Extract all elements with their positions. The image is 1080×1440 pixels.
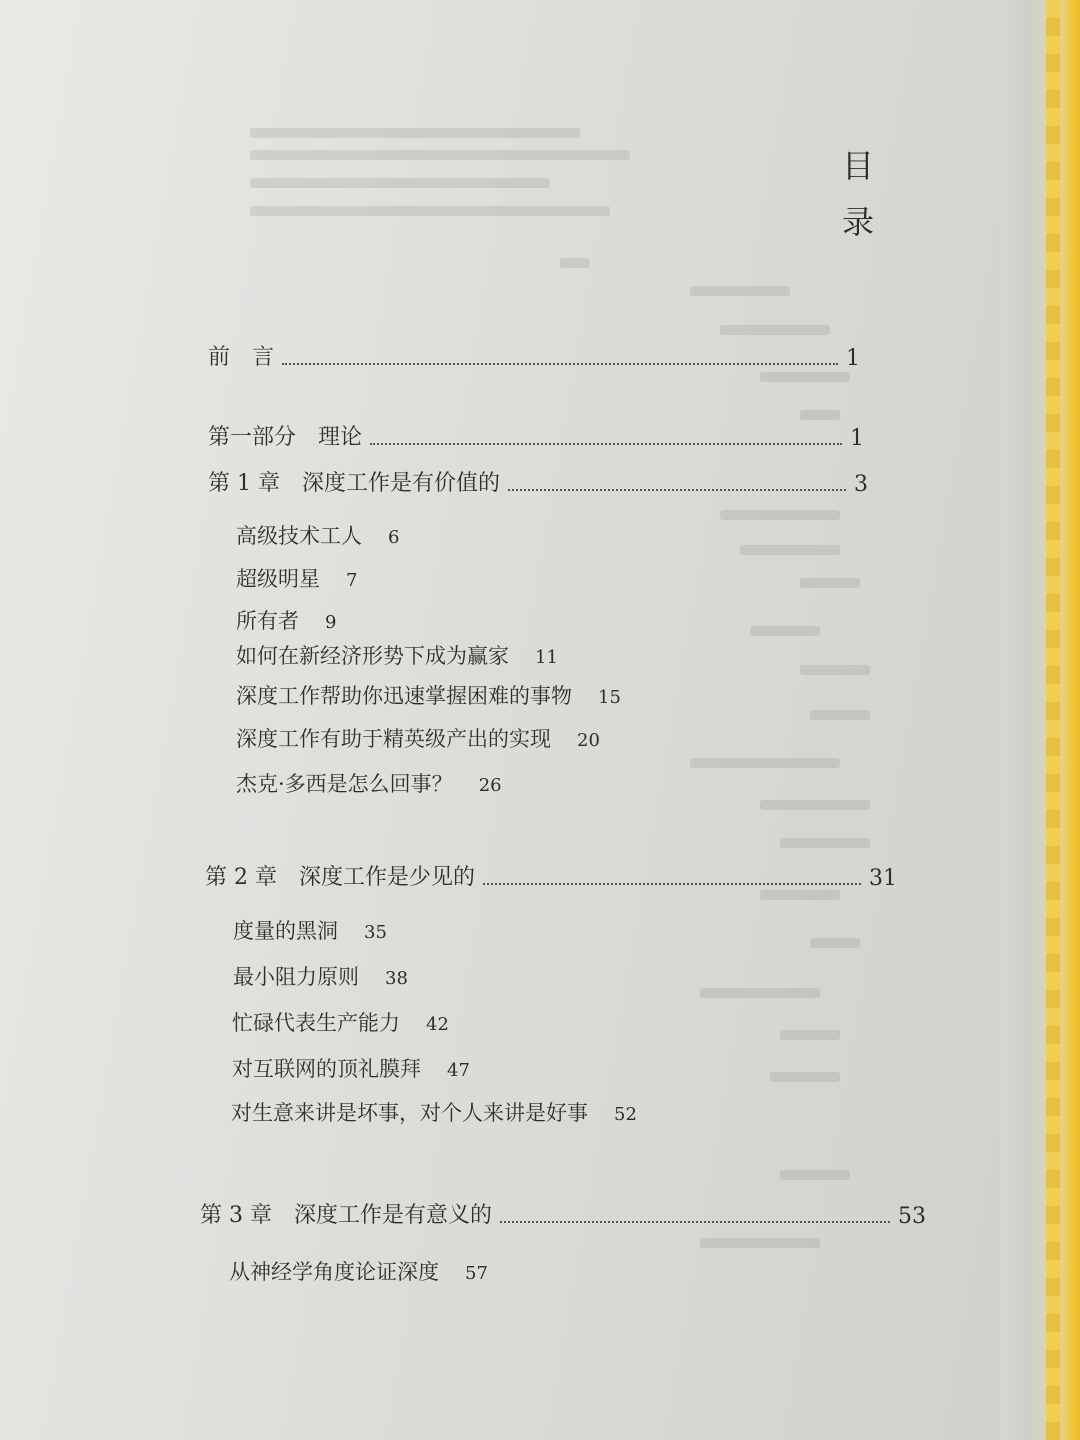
toc-entry-page: 53 [898,1204,926,1229]
toc-entry-page: 1 [850,426,864,451]
toc-section[interactable] [236,640,558,670]
toc-section-label: 度量的黑洞 [233,919,338,943]
toc-section[interactable] [232,1053,470,1083]
dot-leader [500,1221,890,1223]
toc-entry-page: 1 [846,346,860,371]
toc-section-label: 对生意来讲是坏事，对个人来讲是好事 [231,1101,588,1125]
toc-section-page: 11 [535,647,558,668]
toc-entry-page: 31 [869,866,897,891]
toc-section[interactable] [236,520,399,550]
toc-section-page: 9 [325,612,337,633]
toc-section-page: 6 [388,527,400,548]
toc-section-label: 最小阻力原则 [233,965,359,989]
toc-section-page: 42 [426,1014,449,1035]
toc-section[interactable] [233,915,387,945]
toc-entry-label: 第 2 章 深度工作是少见的 [205,865,475,890]
toc-section-page: 47 [447,1060,470,1081]
toc-entry-chapter3[interactable] [200,1198,926,1229]
title-char-1: 目 [842,147,875,185]
toc-section[interactable] [236,768,502,798]
toc-section[interactable] [229,1256,488,1286]
dot-leader [282,363,838,365]
toc-section-label: 忙碌代表生产能力 [232,1011,400,1035]
toc-section-label: 如何在新经济形势下成为赢家 [236,644,509,668]
toc-entry-chapter2[interactable] [205,860,897,891]
toc-section[interactable] [236,723,600,753]
toc-section[interactable] [232,1007,449,1037]
toc-entry-page: 3 [854,472,868,497]
toc-entry-preface[interactable] [208,340,860,371]
dot-leader [370,443,842,445]
toc-section[interactable] [233,961,408,991]
toc-section-label: 所有者 [236,609,299,633]
toc-section-label: 超级明星 [236,567,320,591]
toc-entry-chapter1[interactable] [208,466,868,497]
toc-section-label: 从神经学角度论证深度 [229,1260,439,1284]
toc-section[interactable] [236,605,336,635]
toc-entry-label: 第一部分 理论 [208,425,363,450]
toc-section-page: 20 [577,730,600,751]
page-edge [1000,0,1080,1440]
toc-section-label: 对互联网的顶礼膜拜 [232,1057,421,1081]
toc-section-page: 26 [478,775,502,796]
toc-section-page: 15 [598,687,621,708]
toc-section-page: 38 [385,968,408,989]
toc-section-label: 杰克·多西是怎么回事？ [236,772,453,796]
toc-section-page: 57 [465,1263,488,1284]
toc-section-page: 52 [614,1104,637,1125]
toc-section[interactable] [231,1097,637,1127]
toc-section-label: 深度工作帮助你迅速掌握困难的事物 [236,684,572,708]
toc-entry-label: 第 1 章 深度工作是有价值的 [208,471,500,496]
toc-section[interactable] [236,680,621,710]
title-char-2: 录 [842,203,875,241]
yellow-book-edge [1046,0,1060,1440]
toc-entry-label: 前 言 [208,345,275,370]
toc-section-page: 35 [364,922,387,943]
dot-leader [508,489,846,491]
toc-section-label: 深度工作有助于精英级产出的实现 [236,727,551,751]
dot-leader [483,883,861,885]
toc-entry-label: 第 3 章 深度工作是有意义的 [200,1203,492,1228]
toc-entry-part1[interactable] [208,420,864,451]
toc-section-label: 高级技术工人 [236,524,362,548]
toc-section[interactable] [236,563,357,593]
toc-section-page: 7 [346,570,358,591]
